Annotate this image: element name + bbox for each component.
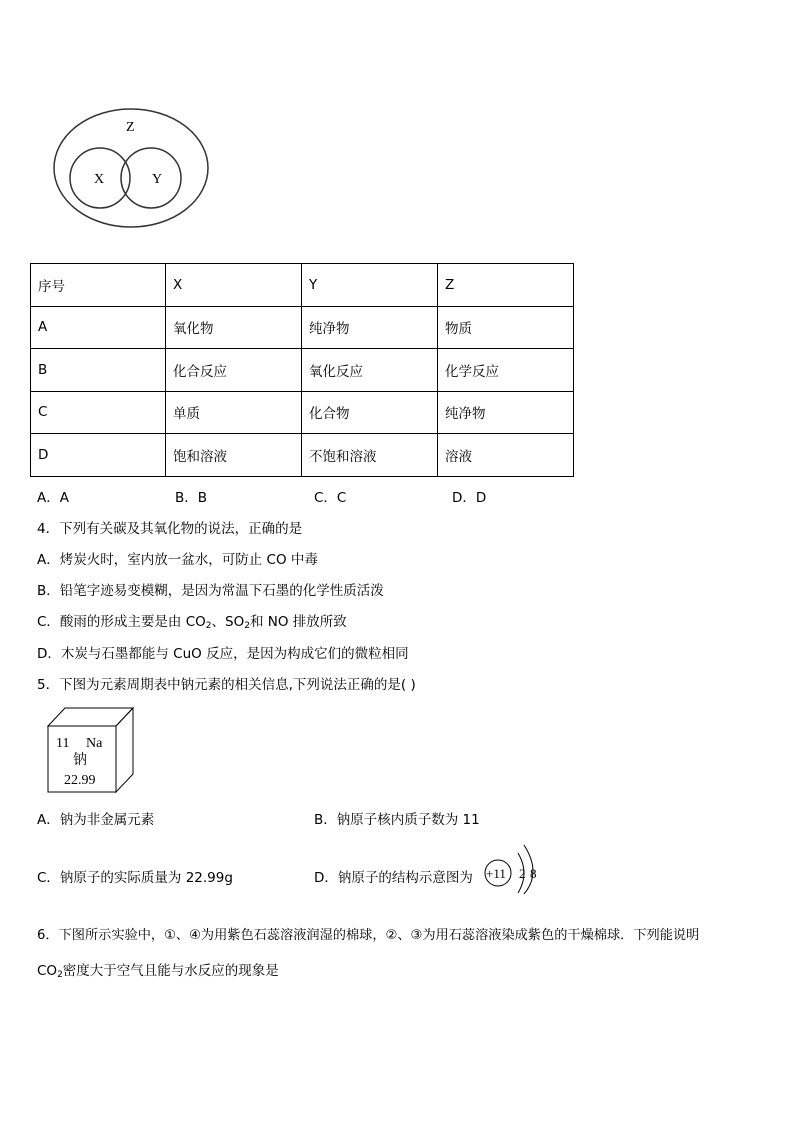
q4-option-b: B．铅笔字迹易变模糊，是因为常温下石墨的化学性质活泼	[37, 583, 384, 599]
q4-option-c-prefix: C．酸雨的形成主要是由 CO	[37, 614, 206, 630]
q6-co2-prefix: CO	[37, 963, 58, 979]
q4-option-c-suffix: 和 NO 排放所致	[249, 614, 347, 630]
sodium-element-tile	[45, 706, 137, 794]
subscript: 2	[57, 970, 63, 980]
tile-side-face	[116, 708, 133, 792]
q6-line-2	[37, 959, 279, 980]
q4-option-a: A．烤炭火时，室内放一盆水，可防止 CO 中毒	[37, 552, 318, 568]
table-cell: 纯净物	[302, 306, 438, 349]
subscript: 2	[205, 621, 212, 631]
table-cell: 化合物	[302, 391, 438, 434]
q6-line-2-text: 密度大于空气且能与水反应的现象是	[62, 963, 279, 979]
table-cell: Z	[438, 264, 574, 307]
shell-2-electrons: 8	[530, 866, 537, 881]
table-cell: Y	[302, 264, 438, 307]
q3-option-b: B．B	[175, 490, 208, 506]
table-cell: 氧化反应	[302, 349, 438, 392]
table-row	[31, 306, 574, 349]
table-cell: 不饱和溶液	[302, 434, 438, 477]
table-row	[31, 434, 574, 477]
tile-top-face	[48, 708, 133, 726]
classification-table	[30, 263, 574, 477]
table-cell: A	[31, 306, 166, 349]
sodium-atom-structure-diagram	[482, 836, 544, 896]
venn-diagram	[52, 108, 212, 234]
q4-option-c-mid: 、SO	[211, 614, 245, 630]
table-cell: D	[31, 434, 166, 477]
table-cell: 化合反应	[166, 349, 302, 392]
q5-option-d: D．钠原子的结构示意图为	[314, 870, 473, 886]
table-cell: C	[31, 391, 166, 434]
shell-1-electrons: 2	[519, 866, 526, 881]
q5-option-c: C．钠原子的实际质量为 22.99g	[37, 870, 233, 886]
venn-label-z: Z	[126, 120, 135, 135]
nucleus-charge: +11	[486, 866, 506, 881]
table-cell: 氧化物	[166, 306, 302, 349]
q3-option-c: C．C	[314, 490, 347, 506]
q5-stem: 5．下图为元素周期表中钠元素的相关信息,下列说法正确的是( )	[37, 677, 416, 693]
tile-name: 钠	[73, 752, 87, 768]
table-cell: 序号	[31, 264, 166, 307]
q4-option-d: D．木炭与石墨都能与 CuO 反应，是因为构成它们的微粒相同	[37, 646, 409, 662]
venn-label-x: X	[94, 172, 105, 187]
table-cell: 单质	[166, 391, 302, 434]
tile-symbol: Na	[86, 736, 103, 751]
table-cell: X	[166, 264, 302, 307]
tile-atomic-number: 11	[56, 736, 70, 751]
table-cell: 溶液	[438, 434, 574, 477]
q4-option-c	[37, 610, 347, 631]
q5-option-b: B．钠原子核内质子数为 11	[314, 812, 480, 828]
venn-label-y: Y	[152, 172, 163, 187]
table-header-row	[31, 264, 574, 307]
table-cell: B	[31, 349, 166, 392]
table-cell: 饱和溶液	[166, 434, 302, 477]
tile-atomic-mass: 22.99	[64, 773, 96, 788]
q3-option-d: D．D	[452, 490, 487, 506]
q5-option-a: A．钠为非金属元素	[37, 812, 155, 828]
q6-line-1: 6．下图所示实验中，①、④为用紫色石蕊溶液润湿的棉球，②、③为用石蕊溶液染成紫色的干燥棉球．下列能说明	[37, 928, 700, 943]
table-cell: 纯净物	[438, 391, 574, 434]
subscript: 2	[244, 621, 250, 631]
table-cell: 物质	[438, 306, 574, 349]
table-row	[31, 391, 574, 434]
table-cell: 化学反应	[438, 349, 574, 392]
q3-option-a: A．A	[37, 490, 69, 506]
q4-stem: 4．下列有关碳及其氧化物的说法，正确的是	[37, 521, 303, 537]
table-row	[31, 349, 574, 392]
